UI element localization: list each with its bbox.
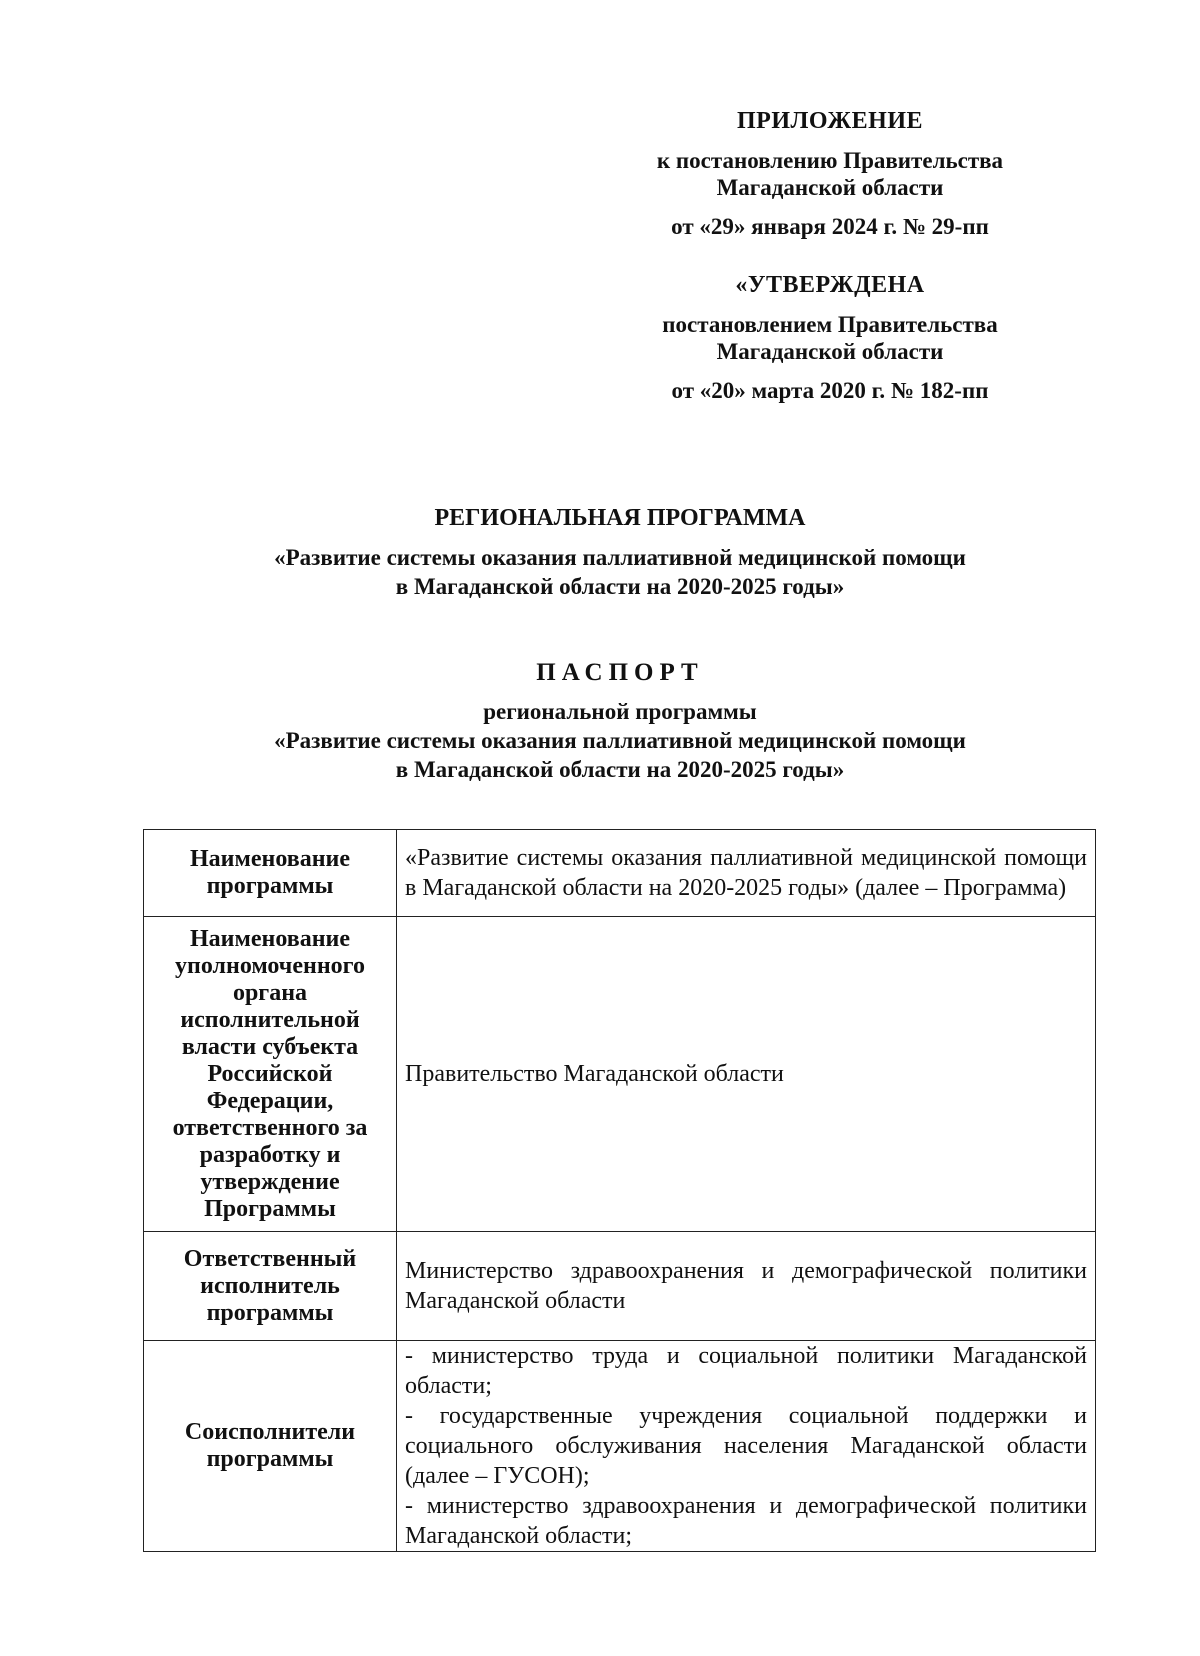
co-executor-item: - государственные учреждения социальной поддержки и социального обслуживания населения Магаданской области (далее – ГУСОН); (405, 1403, 1087, 1489)
row-value: «Развитие системы оказания паллиативной медицинской помощи в Магаданской области на 2020-2025 годы» (далее – Программа) (397, 830, 1096, 917)
row-value-list (397, 1341, 1096, 1552)
passport-name-line2: в Магаданской области на 2020-2025 годы» (395, 757, 845, 782)
row-label: Ответственный исполнитель программы (144, 1232, 397, 1341)
approved-block (600, 272, 1060, 404)
row-value: Правительство Магаданской области (397, 917, 1096, 1232)
row-value: Министерство здравоохранения и демографической политики Магаданской области (397, 1232, 1096, 1341)
co-executor-item: - министерство здравоохранения и демографической политики Магаданской области; (405, 1493, 1087, 1549)
row-label: Соисполнители программы (144, 1341, 397, 1552)
passport-title-block (140, 658, 1100, 784)
row-label: Наименование уполномоченного органа исполнительной власти субъекта Российской Федерации, ответственного за разработку и утверждение Программы (144, 917, 397, 1232)
appendix-line1: к постановлению Правительства (656, 148, 1004, 173)
co-executor-item: - министерство труда и социальной политики Магаданской области; (405, 1343, 1087, 1399)
approved-title: «УТВЕРЖДЕНА (735, 272, 925, 298)
appendix-title: ПРИЛОЖЕНИЕ (736, 108, 924, 134)
table-row (144, 1341, 1096, 1552)
approved-line2: Магаданской области (716, 339, 944, 364)
appendix-block (600, 108, 1060, 240)
approved-line1: постановлением Правительства (662, 312, 998, 337)
row-label: Наименование программы (144, 830, 397, 917)
approved-date: от «20» марта 2020 г. № 182-пп (671, 378, 989, 403)
appendix-line2: Магаданской области (716, 175, 944, 200)
program-title-block (140, 504, 1100, 601)
program-name-line1: «Развитие системы оказания паллиативной медицинской помощи (274, 545, 966, 570)
appendix-date: от «29» января 2024 г. № 29-пп (671, 214, 989, 239)
table-row (144, 917, 1096, 1232)
program-heading: РЕГИОНАЛЬНАЯ ПРОГРАММА (434, 505, 806, 531)
passport-table (143, 829, 1096, 1552)
table-row (144, 830, 1096, 917)
passport-subtitle: региональной программы (483, 699, 757, 724)
program-name-line2: в Магаданской области на 2020-2025 годы» (395, 574, 845, 599)
table-row (144, 1232, 1096, 1341)
passport-heading: ПАСПОРТ (536, 659, 704, 686)
passport-name-line1: «Развитие системы оказания паллиативной медицинской помощи (274, 728, 966, 753)
